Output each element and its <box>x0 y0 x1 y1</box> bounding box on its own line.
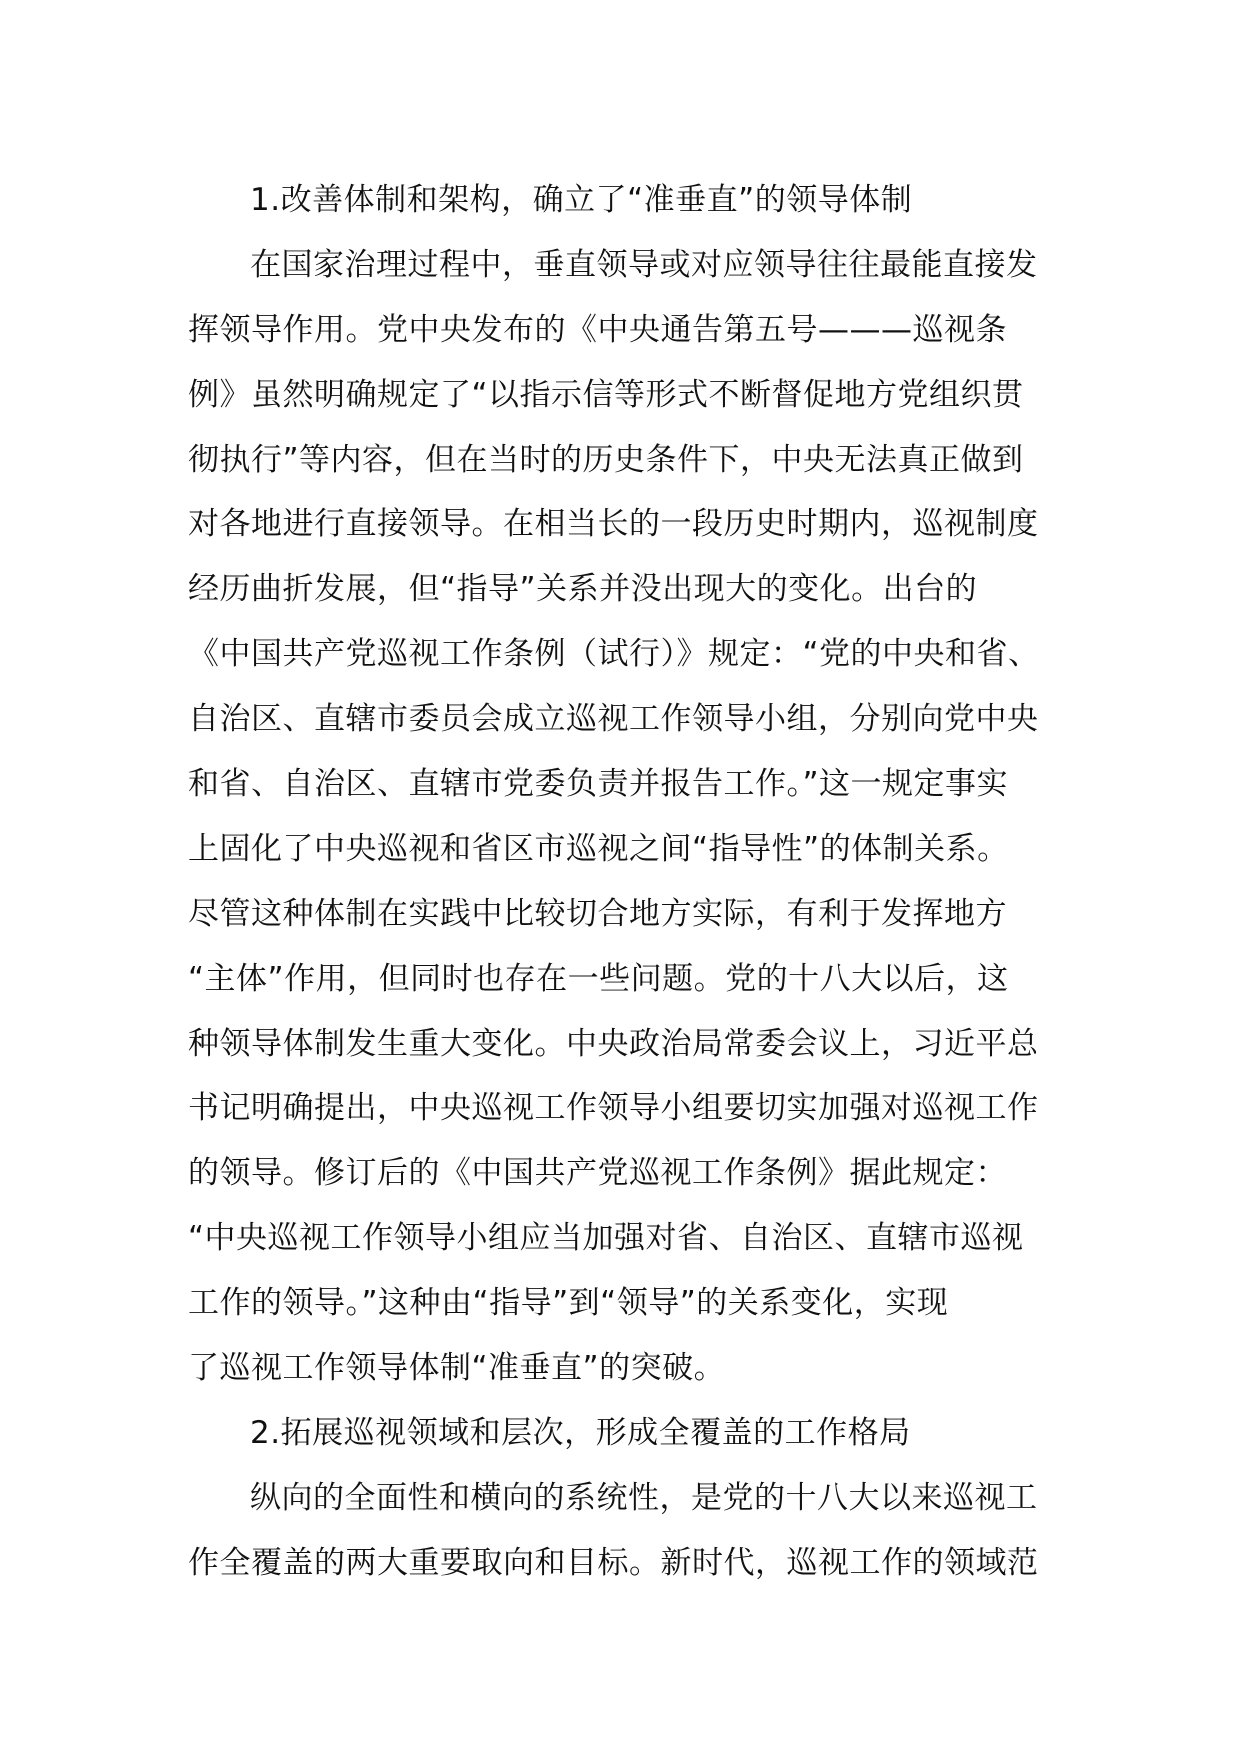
paragraph-line: 《中国共产党巡视工作条例（试行）》规定：“党的中央和省、 <box>188 636 1040 673</box>
section-heading-2: 2.拓展巡视领域和层次，形成全覆盖的工作格局 <box>250 1414 911 1451</box>
document-page <box>188 168 1063 1596</box>
paragraph-line: 工作的领导。”这种由“指导”到“领导”的关系变化，实现 <box>188 1285 949 1322</box>
paragraph-line: “中央巡视工作领导小组应当加强对省、自治区、直辖市巡视 <box>188 1220 1024 1257</box>
paragraph-line: 种领导体制发生重大变化。中央政治局常委会议上，习近平总 <box>188 1025 1039 1062</box>
paragraph-line: 对各地进行直接领导。在相当长的一段历史时期内，巡视制度 <box>188 506 1039 543</box>
paragraph-line: 了巡视工作领导体制“准垂直”的突破。 <box>188 1350 726 1387</box>
paragraph-line: 作全覆盖的两大重要取向和目标。新时代，巡视工作的领域范 <box>188 1544 1039 1581</box>
paragraph-line: 的领导。修订后的《中国共产党巡视工作条例》据此规定： <box>188 1155 1007 1192</box>
paragraph-line: 彻执行”等内容，但在当时的历史条件下，中央无法真正做到 <box>188 441 1024 478</box>
paragraph-line: 例》虽然明确规定了“以指示信等形式不断督促地方党组织贯 <box>188 376 1024 413</box>
paragraph-line: 自治区、直辖市委员会成立巡视工作领导小组，分别向党中央 <box>188 701 1039 738</box>
paragraph-line: 经历曲折发展，但“指导”关系并没出现大的变化。出台的 <box>188 571 978 608</box>
paragraph-line: 挥领导作用。党中央发布的《中央通告第五号———巡视条 <box>188 311 1007 348</box>
paragraph-line: 在国家治理过程中，垂直领导或对应领导往往最能直接发 <box>250 246 1038 283</box>
section-heading-1: 1.改善体制和架构，确立了“准垂直”的领导体制 <box>250 182 913 218</box>
paragraph-line: 书记明确提出，中央巡视工作领导小组要切实加强对巡视工作 <box>188 1090 1039 1127</box>
paragraph-line: 上固化了中央巡视和省区市巡视之间“指导性”的体制关系。 <box>188 830 1009 867</box>
paragraph-line: 纵向的全面性和横向的系统性，是党的十八大以来巡视工 <box>250 1479 1038 1516</box>
paragraph-line: 尽管这种体制在实践中比较切合地方实际，有利于发挥地方 <box>188 895 1007 932</box>
paragraph-line: “主体”作用，但同时也存在一些问题。党的十八大以后，这 <box>188 960 1009 997</box>
paragraph-line: 和省、自治区、直辖市党委负责并报告工作。”这一规定事实 <box>188 766 1009 803</box>
